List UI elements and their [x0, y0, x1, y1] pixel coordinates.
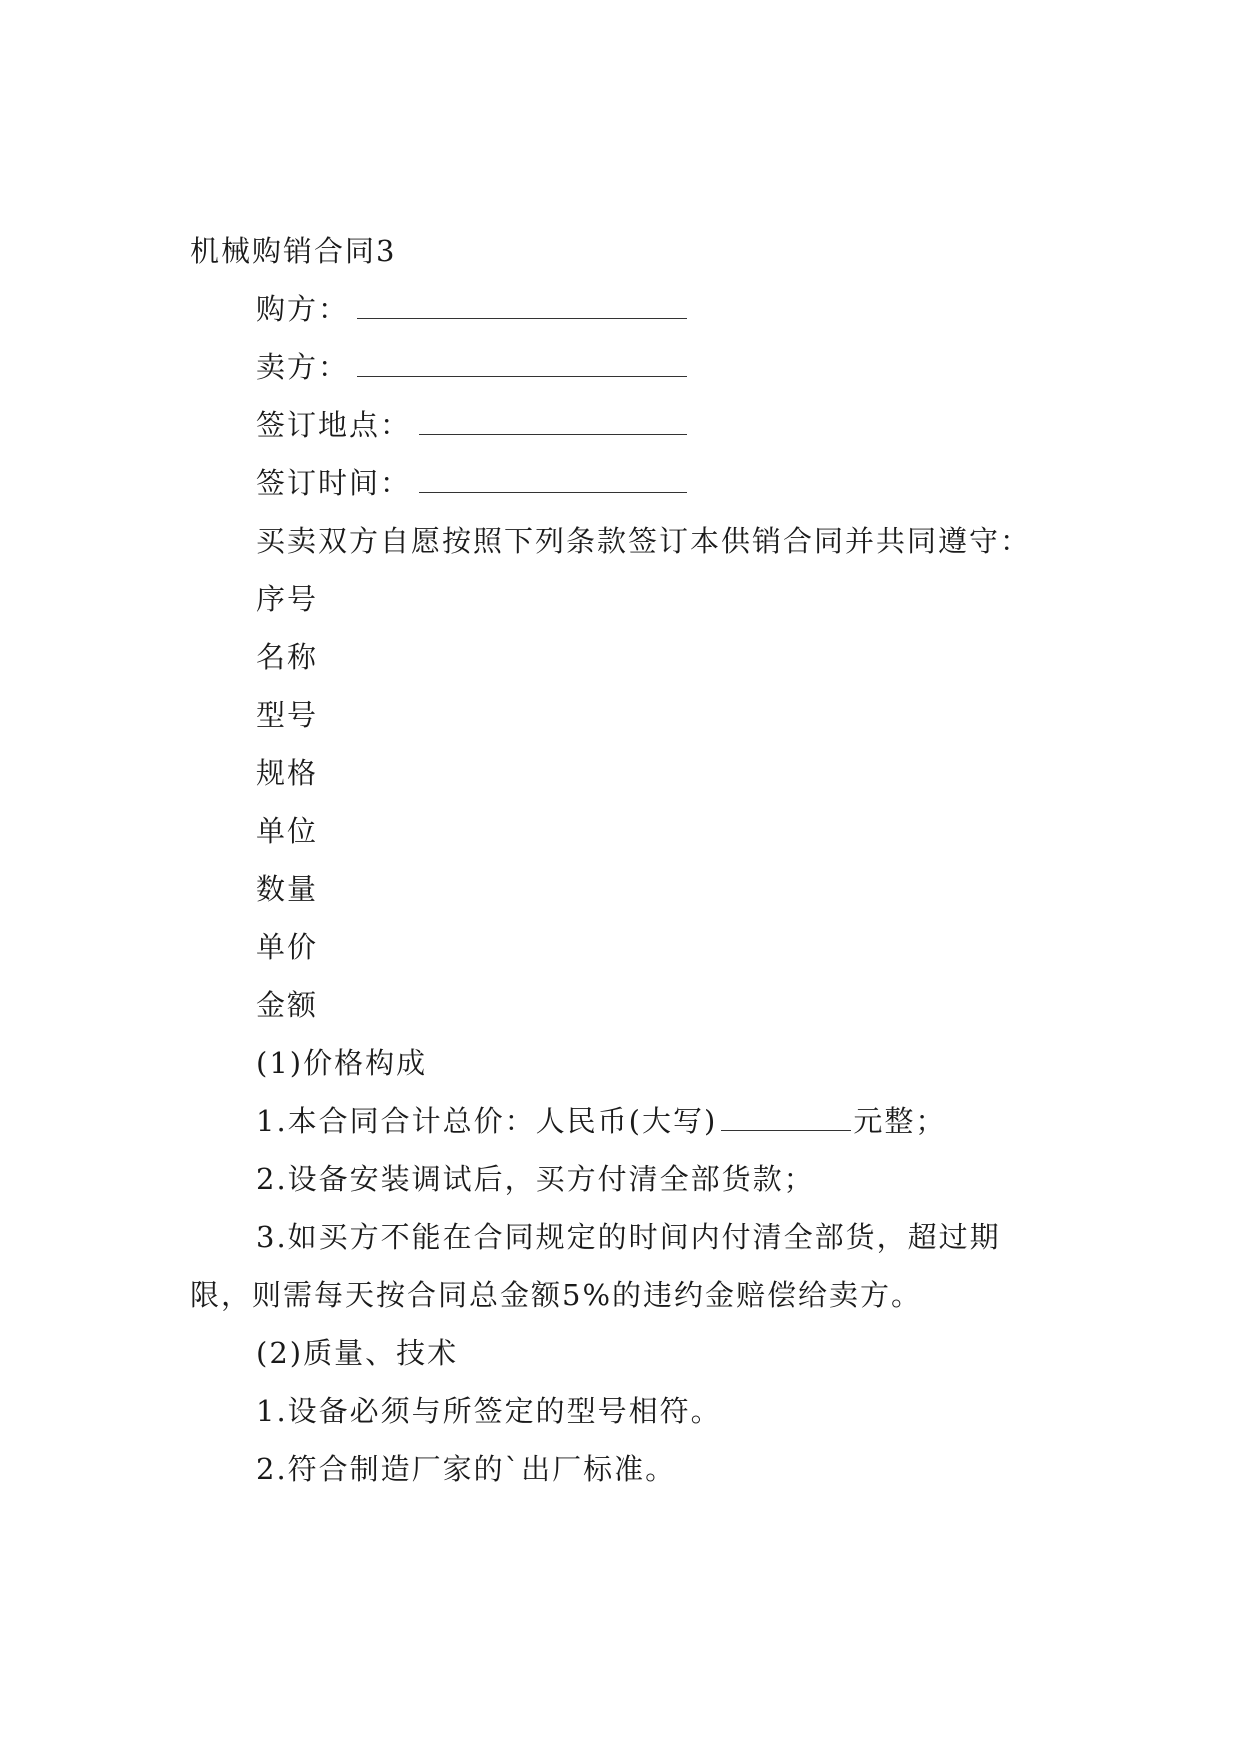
- field-seller: [190, 338, 1050, 396]
- intro-paragraph: 买卖双方自愿按照下列条款签订本供销合同并共同遵守：: [256, 524, 1032, 558]
- quality-item-2: 2.符合制造厂家的`出厂标准。: [256, 1452, 677, 1486]
- seller-blank-line: [357, 350, 687, 377]
- field-sign-place: [190, 396, 1050, 454]
- page-title: 机械购销合同3: [190, 234, 397, 268]
- price-item-1-prefix: 1.本合同合计总价：人民币(大写): [256, 1104, 718, 1138]
- table-header-item: 单位: [256, 814, 319, 848]
- price-item-3: 3.如买方不能在合同规定的时间内付清全部货，超过期限，则需每天按合同总金额5%的违约金赔偿给卖方。: [190, 1220, 1001, 1312]
- field-sign-time: [190, 454, 1050, 512]
- section-heading-quality: (2)质量、技术: [256, 1336, 459, 1370]
- contract-body: [190, 222, 1050, 1498]
- table-header-item: 数量: [256, 872, 319, 906]
- table-header-item: 序号: [256, 582, 319, 616]
- price-item-2: 2.设备安装调试后，买方付清全部货款；: [256, 1162, 815, 1196]
- price-item-1: [190, 1092, 1050, 1150]
- buyer-blank-line: [357, 292, 687, 319]
- total-amount-blank-line: [721, 1104, 851, 1131]
- table-header-item: 型号: [256, 698, 319, 732]
- section-heading-price: (1)价格构成: [256, 1046, 428, 1080]
- price-item-1-suffix: 元整；: [853, 1104, 947, 1138]
- table-header-item: 单价: [256, 930, 319, 964]
- field-label-buyer: 购方：: [256, 292, 350, 326]
- field-buyer: [190, 280, 1050, 338]
- sign-time-blank-line: [419, 466, 687, 493]
- quality-item-1: 1.设备必须与所签定的型号相符。: [256, 1394, 722, 1428]
- field-label-seller: 卖方：: [256, 350, 350, 384]
- table-header-item: 金额: [256, 988, 319, 1022]
- table-header-item: 规格: [256, 756, 319, 790]
- table-header-item: 名称: [256, 640, 319, 674]
- sign-place-blank-line: [419, 408, 687, 435]
- field-label-sign-place: 签订地点：: [256, 408, 412, 442]
- field-label-sign-time: 签订时间：: [256, 466, 412, 500]
